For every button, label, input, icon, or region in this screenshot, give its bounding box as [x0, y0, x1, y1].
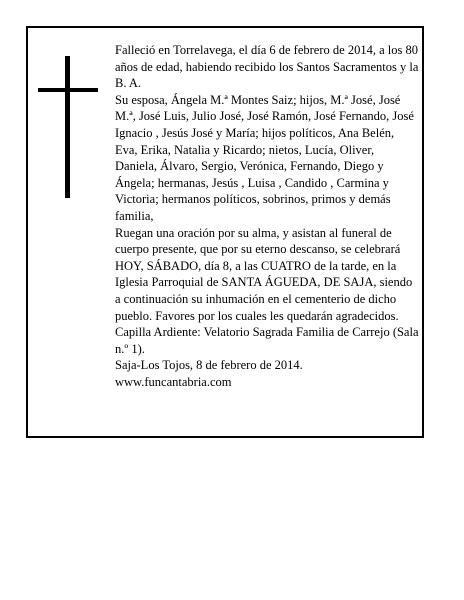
- place-date: Saja-Los Tojos, 8 de febrero de 2014.: [115, 358, 303, 373]
- death-announcement: Falleció en Torrelavega, el día 6 de febrero de 2014, a los 80 años de edad, habiendo recibido los Santos Sacramentos y la B. A.: [115, 43, 419, 91]
- family-list: Su esposa, Ángela M.ª Montes Saiz; hijos, M.ª José, José M.ª, José Luis, Julio José, José Ramón, José Fernando, José Ignacio , Jesús José y María; hijos políticos, Ana Belén, Eva, Erika, Natalia y Ricardo; nietos, Lucía, Oliver, Daniela, Álvaro, Sergio, Verónica, Fernando, Diego y Ángela; hermanas, Jesús , Luisa , Candido , Carmina y Victoria; hermanos políticos, sobrinos, primos y demás familia,: [115, 92, 414, 223]
- obituary-notice: [26, 26, 424, 438]
- cross-vertical-bar: [65, 56, 70, 198]
- cross-horizontal-bar: [38, 88, 98, 92]
- notice-text: [115, 42, 419, 390]
- funeral-details: Ruegan una oración por su alma, y asistan al funeral de cuerpo presente, que por su eterno descanso, se celebrará HOY, SÁBADO, día 8, a las CUATRO de la tarde, en la Iglesia Parroquial de SANTA ÁGUEDA, DE SAJA, siendo a continuación su inhumación en el cementerio de dicho pueblo. Favores por los cuales les quedarán agradecidos. Capilla Ardiente: Velatorio Sagrada Familia de Carrejo (Sala n.º 1).: [115, 225, 419, 356]
- website: www.funcantabria.com: [115, 374, 232, 389]
- cross-icon: [38, 56, 98, 198]
